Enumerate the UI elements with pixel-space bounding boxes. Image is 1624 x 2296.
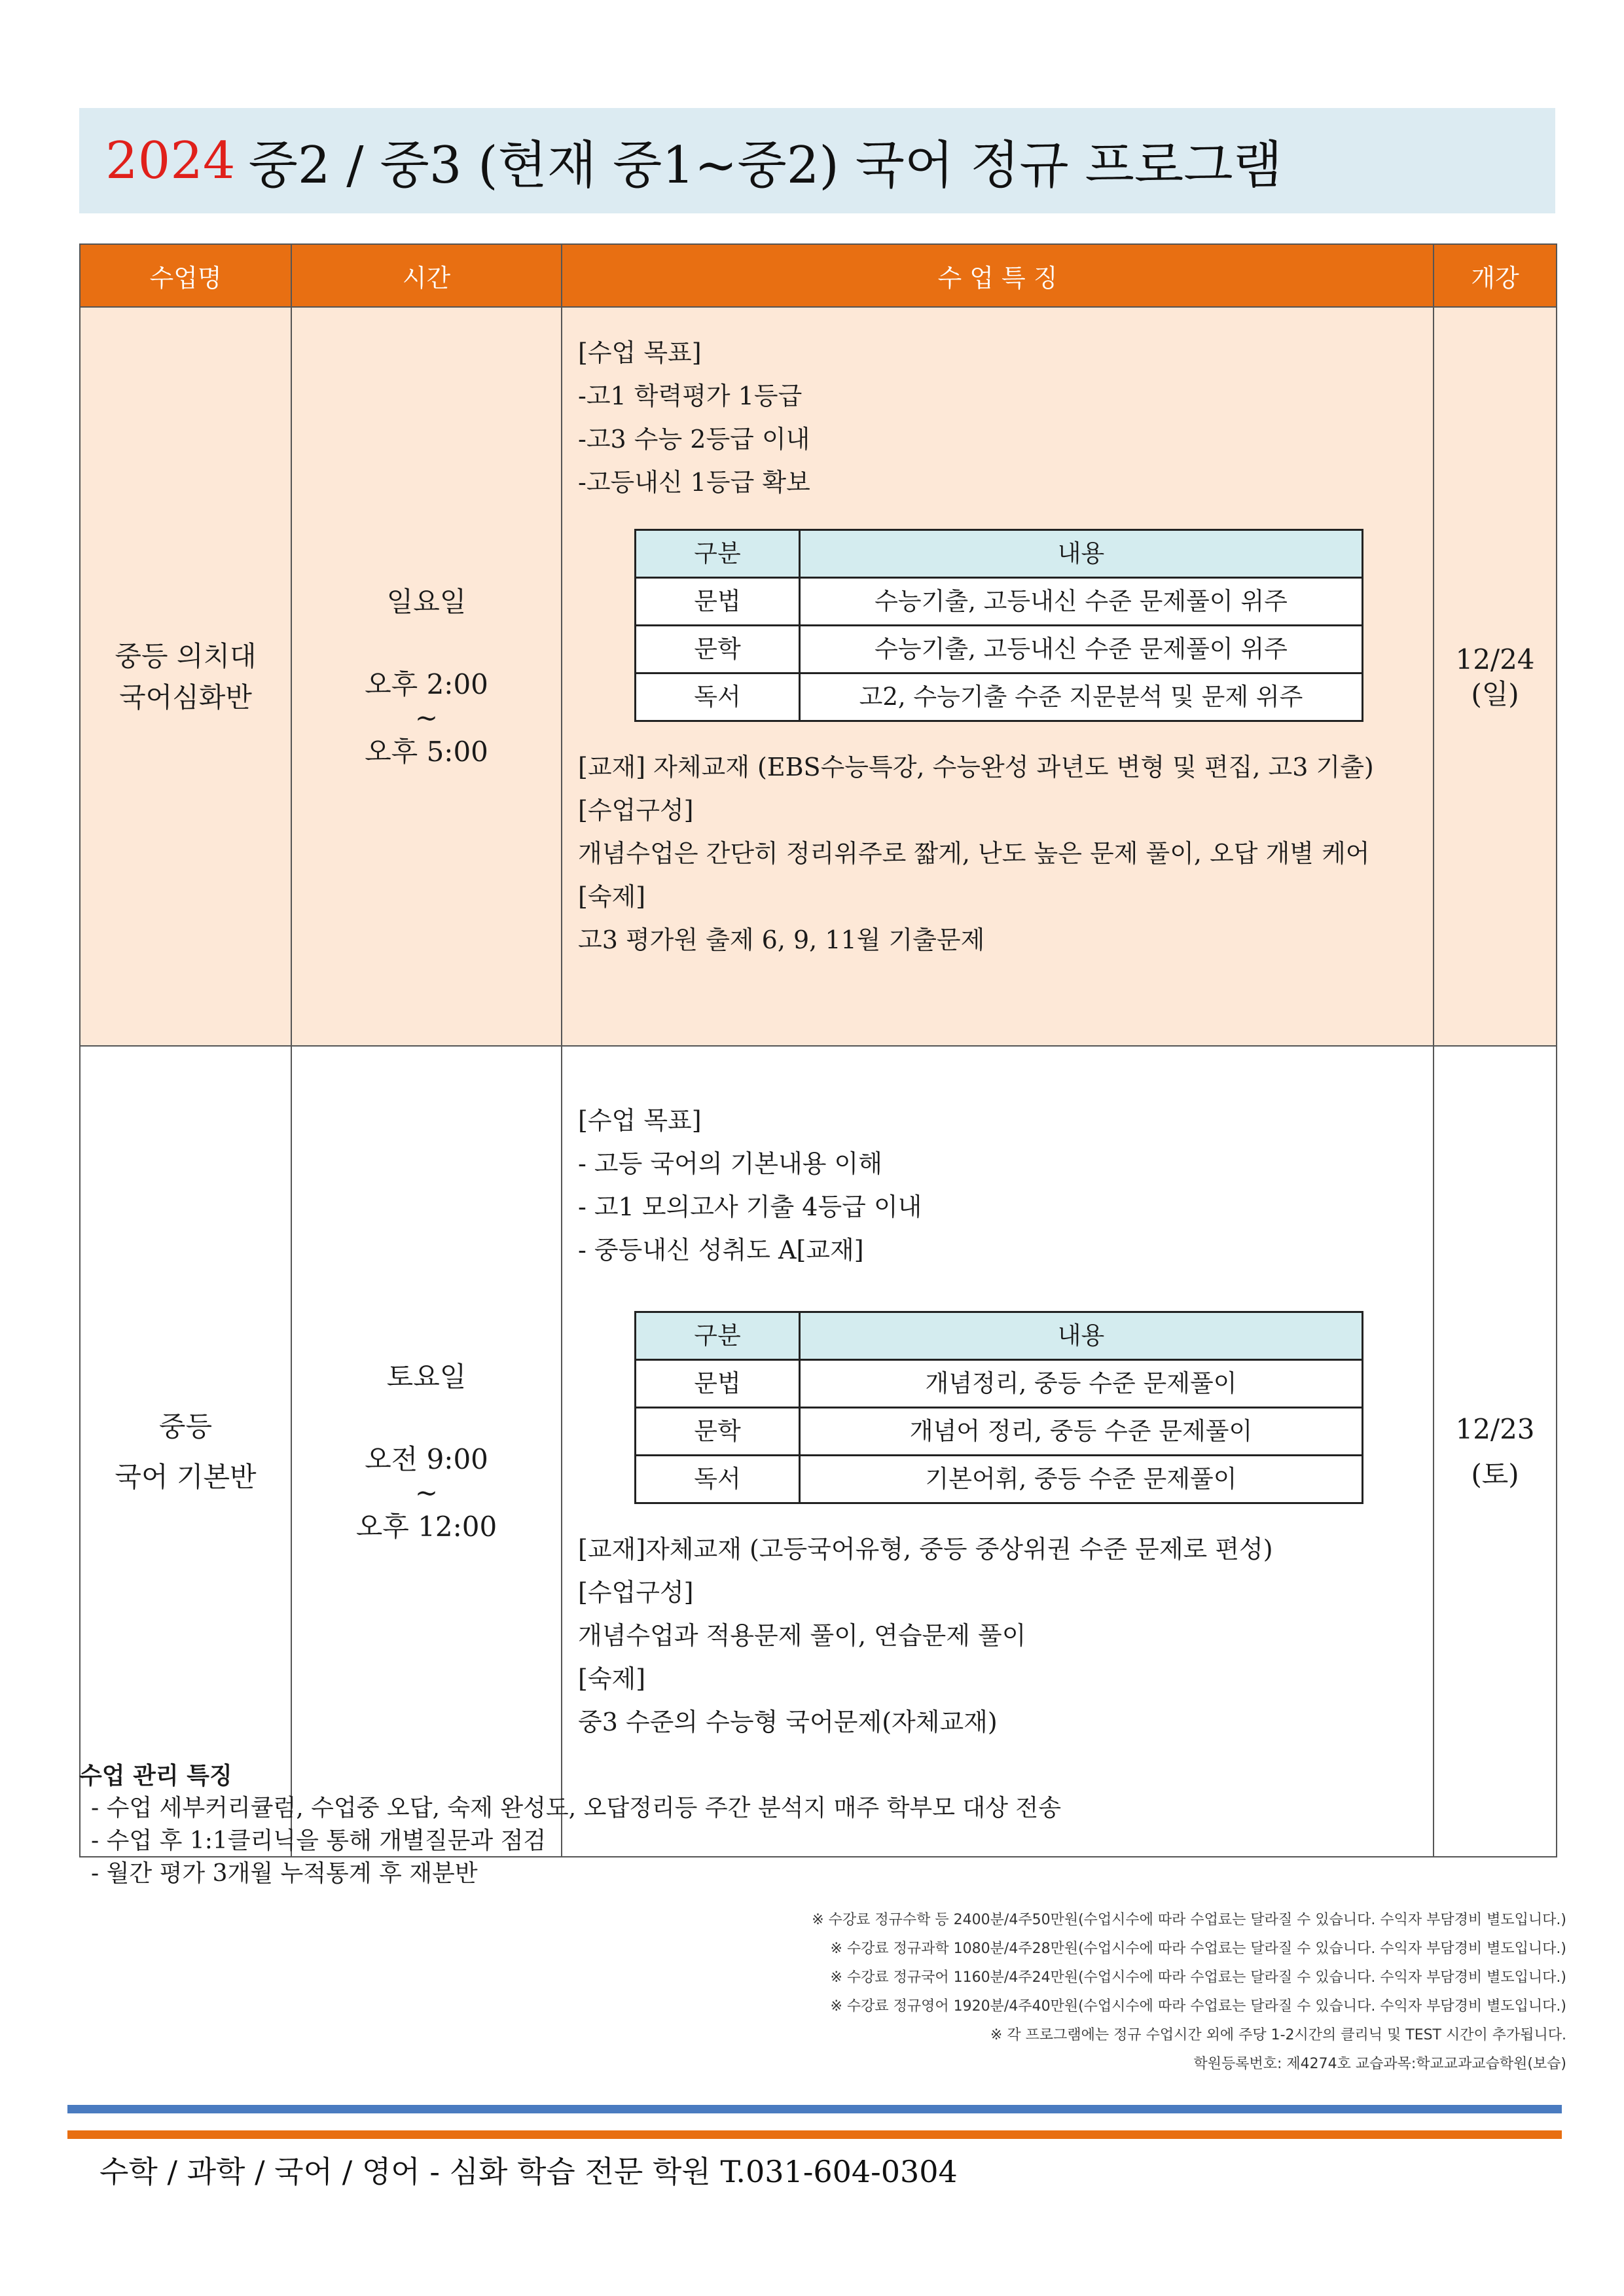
- time-start: 오전 9:00: [365, 1443, 488, 1475]
- subject-header-category: 구분: [636, 1312, 800, 1360]
- feature-cell: [562, 307, 1434, 1046]
- subject-header-category: 구분: [636, 530, 800, 578]
- subject-category: 독서: [636, 673, 800, 721]
- management-section: [79, 1759, 1192, 1890]
- subject-row: [636, 578, 1363, 626]
- management-item: - 월간 평가 3개월 누적통계 후 재분반: [91, 1860, 478, 1887]
- class-name-cell: [80, 1046, 291, 1857]
- time-end: 오후 5:00: [365, 735, 488, 768]
- subject-header-content: 내용: [800, 1312, 1363, 1360]
- header-start: 개강: [1434, 244, 1557, 307]
- start-day: (토): [1471, 1458, 1519, 1490]
- fee-notes: [650, 1906, 1566, 2079]
- page-title: 중2 / 중3 (현재 중1~중2) 국어 정규 프로그램: [248, 135, 1282, 195]
- textbook-line: [교재]자체교재 (고등국어유형, 중등 중상위권 수준 문제로 편성): [578, 1535, 1273, 1564]
- start-date-cell: [1434, 1046, 1557, 1857]
- subject-table-header: [636, 530, 1363, 578]
- title-year: 2024: [105, 131, 236, 190]
- time-day: 일요일: [386, 585, 467, 618]
- subject-category: 문법: [636, 1360, 800, 1408]
- class-name-line: 중등: [158, 1410, 213, 1443]
- class-name-line: 국어 기본반: [115, 1460, 257, 1493]
- homework-title: [숙제]: [578, 1664, 646, 1693]
- subject-content: 개념정리, 중등 수준 문제풀이: [800, 1360, 1363, 1408]
- subject-category: 독서: [636, 1456, 800, 1503]
- header-features: 수 업 특 징: [562, 244, 1434, 307]
- class-name-cell: [80, 307, 291, 1046]
- time-tilde: ~: [414, 1476, 439, 1509]
- class-name-line: 국어심화반: [119, 681, 252, 713]
- start-date: 12/24: [1455, 643, 1535, 675]
- footer-academy-info: 수학 / 과학 / 국어 / 영어 - 심화 학습 전문 학원 T.031-604-0304: [99, 2154, 958, 2189]
- feature-cell: [562, 1046, 1434, 1857]
- composition-title: [수업구성]: [578, 1578, 694, 1607]
- subject-category: 문학: [636, 626, 800, 673]
- management-title: 수업 관리 특징: [79, 1762, 232, 1789]
- goal-title: [수업 목표]: [578, 1106, 702, 1135]
- goal-item: -고등내신 1등급 확보: [578, 468, 810, 497]
- subject-content: 개념어 정리, 중등 수준 문제풀이: [800, 1408, 1363, 1456]
- subject-row: [636, 1360, 1363, 1408]
- time-tilde: ~: [414, 701, 439, 734]
- class-name-line: 중등 의치대: [115, 639, 257, 672]
- fee-note: ※ 수강료 정규수학 등 2400분/4주50만원(수업시수에 따라 수업료는 달라질 수 있습니다. 수익자 부담경비 별도입니다.): [812, 1912, 1566, 1928]
- fee-note: ※ 수강료 정규국어 1160분/4주24만원(수업시수에 따라 수업료는 달라질 수 있습니다. 수익자 부담경비 별도입니다.): [830, 1969, 1566, 1986]
- program-table: [79, 243, 1557, 1857]
- subject-table: [634, 529, 1363, 722]
- goal-title: [수업 목표]: [578, 338, 702, 367]
- management-item: - 수업 후 1:1클리닉을 통해 개별질문과 점검: [91, 1827, 547, 1854]
- subject-category: 문학: [636, 1408, 800, 1456]
- textbook-line: [교재] 자체교재 (EBS수능특강, 수능완성 과년도 변형 및 편집, 고3 기출): [578, 753, 1374, 781]
- subject-row: [636, 673, 1363, 721]
- subject-category: 문법: [636, 578, 800, 626]
- start-date: 12/23: [1455, 1412, 1535, 1445]
- time-cell: [291, 307, 562, 1046]
- composition-text: 개념수업은 간단히 정리위주로 짧게, 난도 높은 문제 풀이, 오답 개별 케어: [578, 839, 1370, 868]
- homework-text: 고3 평가원 출제 6, 9, 11월 기출문제: [578, 925, 985, 954]
- table-row: [80, 1046, 1557, 1857]
- title-banner: [79, 108, 1555, 213]
- homework-title: [숙제]: [578, 882, 646, 911]
- subject-row: [636, 1456, 1363, 1503]
- start-day: (일): [1471, 677, 1519, 710]
- goal-item: - 중등내신 성취도 A[교재]: [578, 1236, 864, 1265]
- goal-item: - 고등 국어의 기본내용 이해: [578, 1149, 882, 1178]
- composition-text: 개념수업과 적용문제 풀이, 연습문제 풀이: [578, 1621, 1026, 1650]
- subject-row: [636, 626, 1363, 673]
- subject-content: 고2, 수능기출 수준 지문분석 및 문제 위주: [800, 673, 1363, 721]
- divider-blue: [67, 2105, 1562, 2113]
- registration-note: 학원등록번호: 제4274호 교습과목:학교교과교습학원(보습): [1193, 2056, 1566, 2072]
- time-cell: [291, 1046, 562, 1857]
- subject-table: [634, 1311, 1363, 1504]
- divider-orange: [67, 2130, 1562, 2139]
- goal-item: -고1 학력평가 1등급: [578, 382, 803, 410]
- composition-title: [수업구성]: [578, 796, 694, 825]
- fee-note: ※ 수강료 정규영어 1920분/4주40만원(수업시수에 따라 수업료는 달라질 수 있습니다. 수익자 부담경비 별도입니다.): [830, 1998, 1566, 2015]
- start-date-cell: [1434, 307, 1557, 1046]
- goal-item: -고3 수능 2등급 이내: [578, 425, 810, 454]
- subject-row: [636, 1408, 1363, 1456]
- table-row: [80, 307, 1557, 1046]
- fee-note: ※ 수강료 정규과학 1080분/4주28만원(수업시수에 따라 수업료는 달라질 수 있습니다. 수익자 부담경비 별도입니다.): [830, 1941, 1566, 1957]
- header-class-name: 수업명: [80, 244, 291, 307]
- subject-content: 기본어휘, 중등 수준 문제풀이: [800, 1456, 1363, 1503]
- time-day: 토요일: [386, 1360, 467, 1393]
- subject-content: 수능기출, 고등내신 수준 문제풀이 위주: [800, 626, 1363, 673]
- goal-item: - 고1 모의고사 기출 4등급 이내: [578, 1193, 922, 1221]
- management-item: - 수업 세부커리큘럼, 수업중 오답, 숙제 완성도, 오답정리등 주간 분석지 매주 학부모 대상 전송: [91, 1795, 1061, 1821]
- time-end: 오후 12:00: [355, 1510, 497, 1543]
- subject-content: 수능기출, 고등내신 수준 문제풀이 위주: [800, 578, 1363, 626]
- table-header-row: [80, 244, 1557, 307]
- subject-header-content: 내용: [800, 530, 1363, 578]
- fee-note: ※ 각 프로그램에는 정규 수업시간 외에 주당 1-2시간의 클리닉 및 TEST 시간이 추가됩니다.: [990, 2027, 1566, 2043]
- homework-text: 중3 수준의 수능형 국어문제(자체교재): [578, 1708, 998, 1736]
- time-start: 오후 2:00: [365, 668, 488, 700]
- header-time: 시간: [291, 244, 562, 307]
- subject-table-header: [636, 1312, 1363, 1360]
